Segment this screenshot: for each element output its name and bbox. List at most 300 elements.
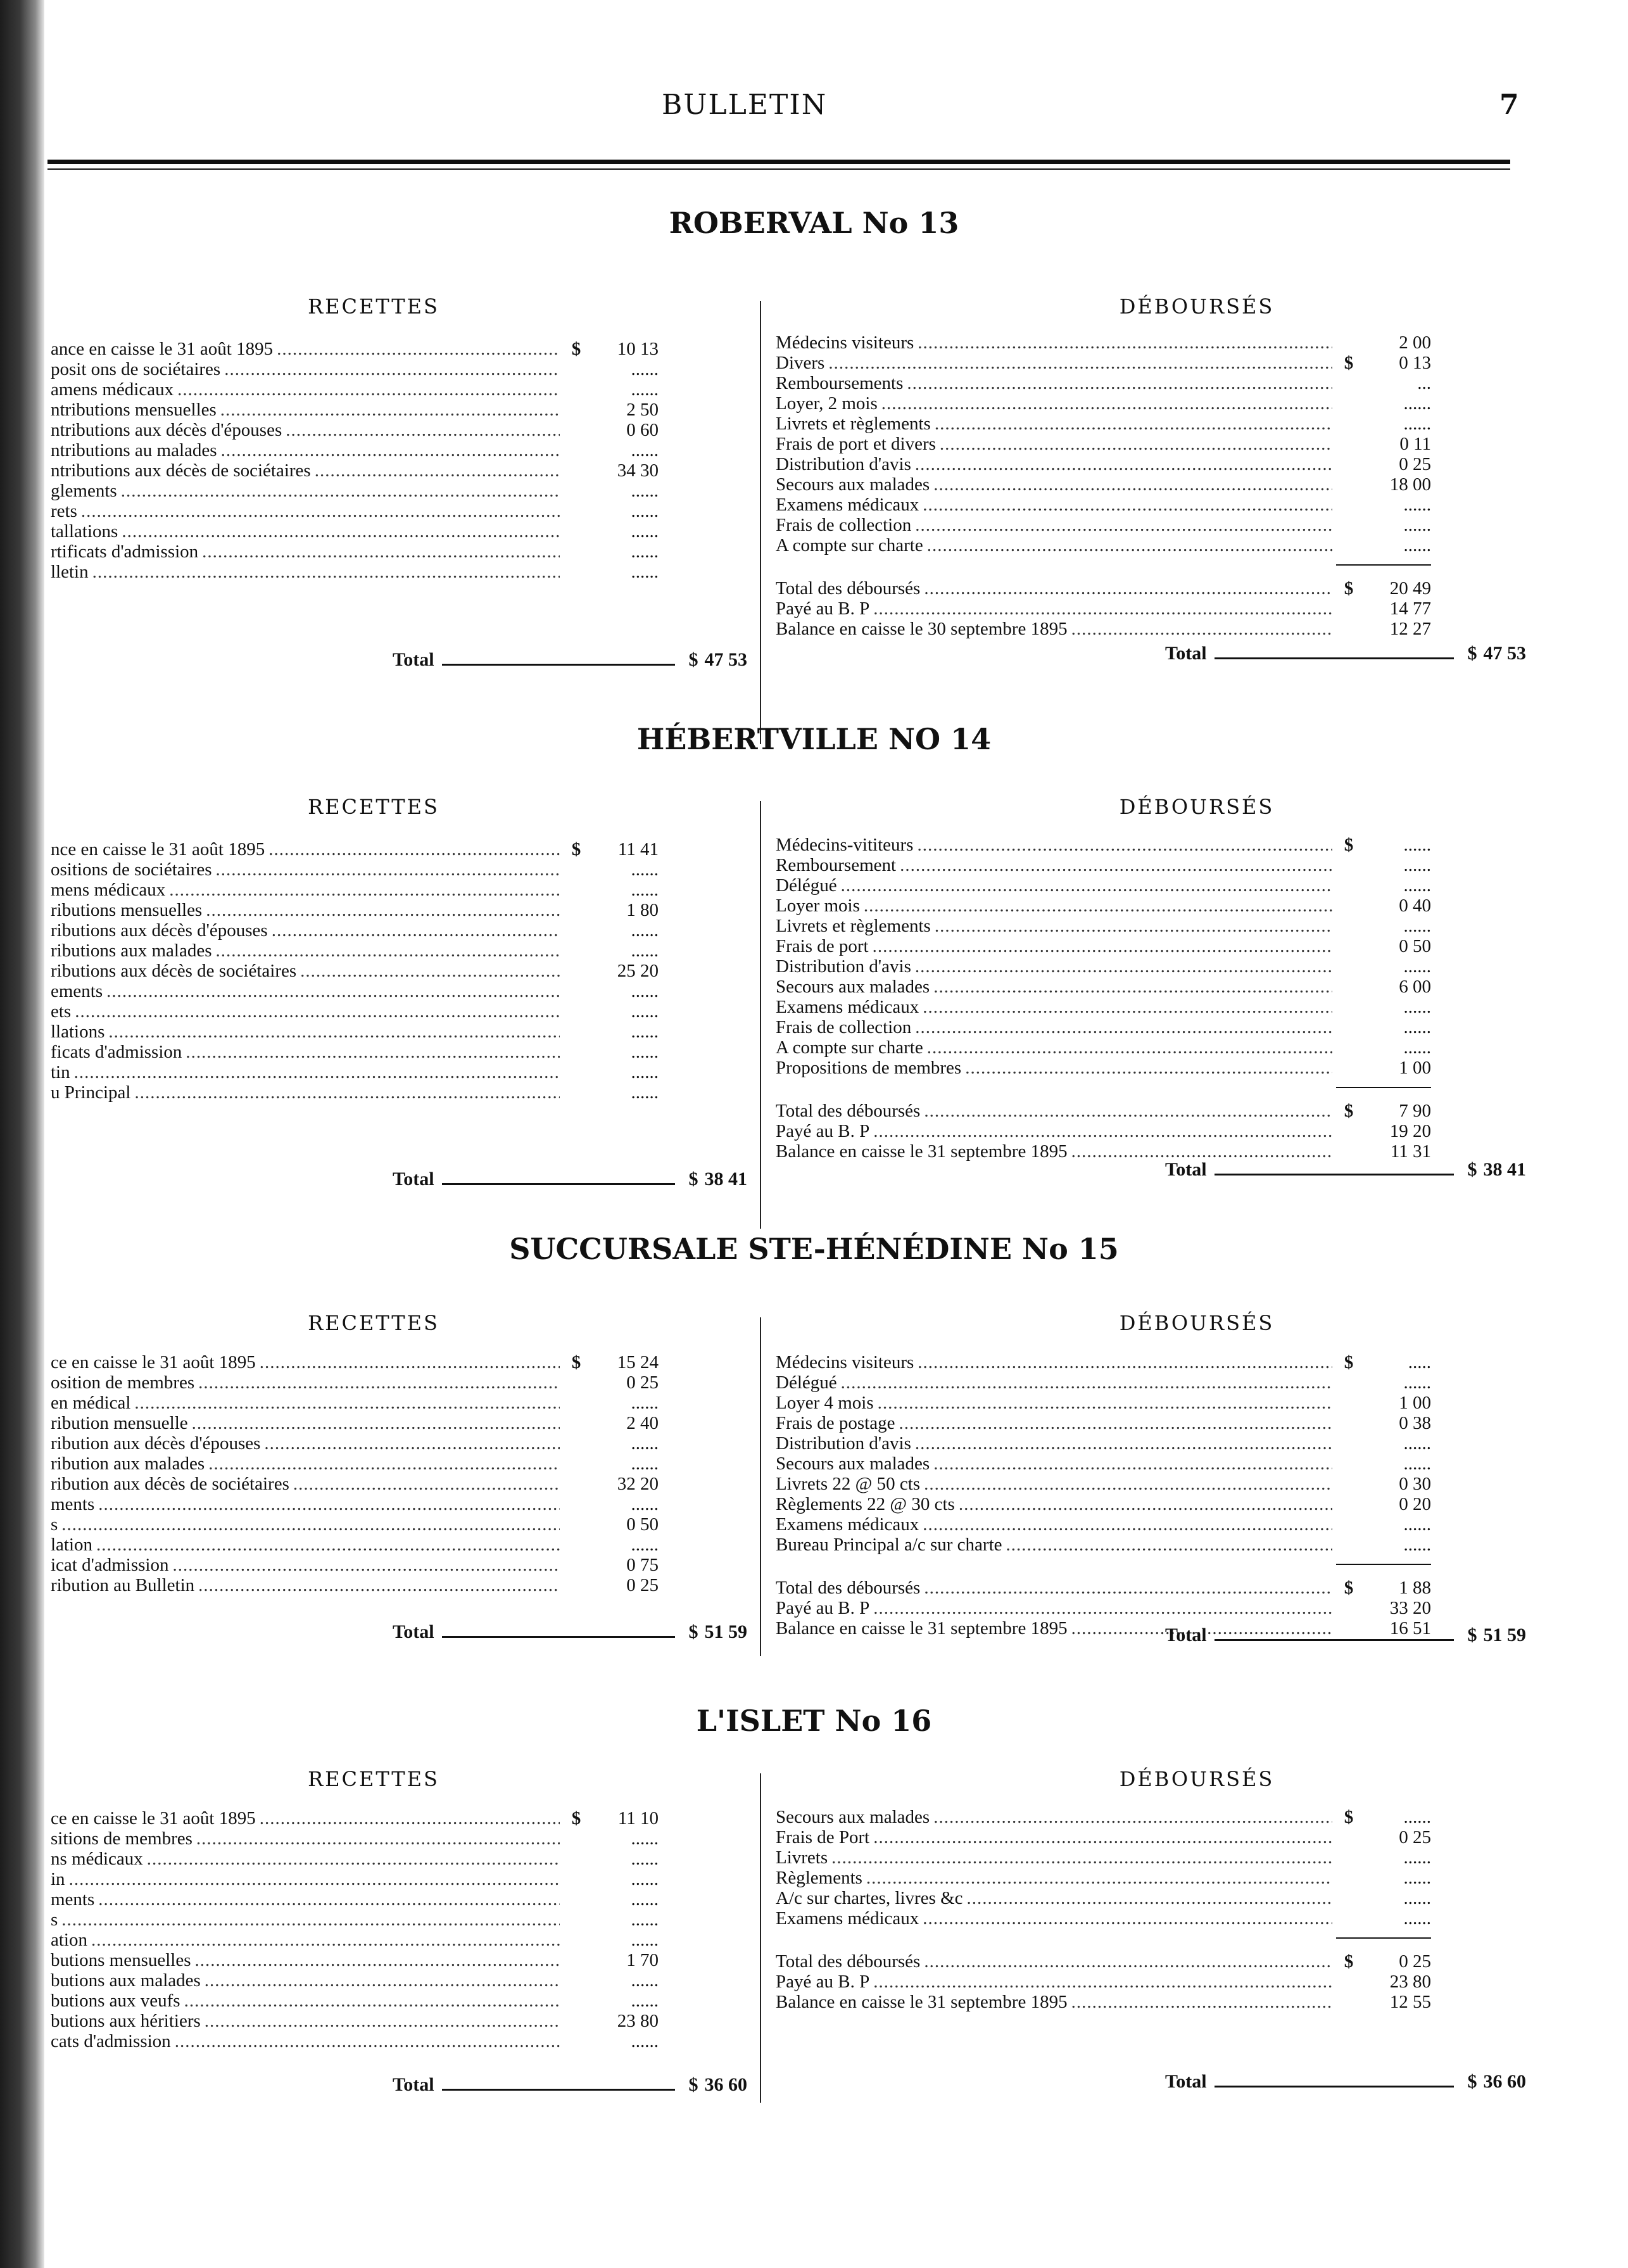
dot-leader [260,1352,560,1372]
receipt-row [51,339,659,359]
row-amount: 1 00 [1399,1393,1431,1413]
row-amount: 11 41 [617,839,659,859]
row-label: ation [51,1930,87,1950]
receipt-row [51,1970,659,1991]
receipt-row [51,440,659,460]
receipt-row [51,1393,659,1413]
row-label: Règlements 22 @ 30 cts [776,1494,955,1514]
disbursement-row [776,495,1431,515]
dot-leader [965,1058,1332,1078]
currency-sign: $ [688,649,698,670]
row-label: Balance en caisse le 30 septembre 1895 [776,619,1068,639]
row-amount: ...... [631,379,659,400]
column-divider [760,801,761,1229]
disbursement-row [776,333,1431,353]
receipts-total [393,1621,747,1643]
receipt-row [51,880,659,900]
row-amount: ..... [1408,1352,1431,1372]
disbursement-row [776,1474,1431,1494]
row-label: u Principal [51,1082,131,1103]
disbursements-list [776,1807,1431,1929]
row-label: Règlements [776,1868,862,1888]
row-label: Examens médicaux [776,1908,919,1929]
receipt-row [51,1042,659,1062]
disbursements-summary [776,578,1431,639]
row-amount: ...... [631,1433,659,1454]
row-amount: ...... [631,1082,659,1103]
row-amount: ...... [1403,875,1431,896]
row-label: lation [51,1535,93,1555]
row-label: Loyer 4 mois [776,1393,874,1413]
dot-leader [923,1514,1332,1535]
row-amount: 18 00 [1389,474,1431,495]
row-label: Payé au B. P [776,599,870,619]
row-label: cats d'admission [51,2031,171,2051]
receipt-row [51,501,659,521]
summary-row [776,1598,1431,1618]
dot-leader [933,474,1332,495]
total-rule [1215,1628,1454,1641]
dot-leader [208,1454,560,1474]
row-label: Secours aux malades [776,1807,930,1827]
disbursements-total [1165,1625,1526,1646]
receipt-row [51,1372,659,1393]
row-amount: ...... [1403,1847,1431,1868]
dot-leader [899,1413,1332,1433]
disbursement-row [776,454,1431,474]
summary-row [776,1951,1431,1972]
receipt-row [51,1910,659,1930]
row-label: butions aux héritiers [51,2011,201,2031]
row-label: ntributions au malades [51,440,217,460]
ledger-section [0,1232,1628,1777]
dot-leader [108,1022,560,1042]
summary-row [776,1578,1431,1598]
row-label: llations [51,1022,105,1042]
dot-leader [177,379,560,400]
section-title: SUCCURSALE STE-HÉNÉDINE No 15 [509,1232,1119,1266]
disbursement-row [776,835,1431,855]
row-amount: 12 27 [1389,619,1431,639]
row-label: nce en caisse le 31 août 1895 [51,839,265,859]
row-label: Frais de Port [776,1827,870,1847]
receipt-row [51,859,659,880]
dot-leader [923,997,1332,1017]
summary-row [776,1121,1431,1141]
receipt-row [51,941,659,961]
row-amount: 0 38 [1399,1413,1431,1433]
row-amount: 2 50 [626,400,659,420]
row-label: ributions aux décès de sociétaires [51,961,297,981]
disbursements-list [776,333,1431,555]
receipt-row [51,1454,659,1474]
receipt-row [51,1433,659,1454]
total-amount: 47 53 [704,649,747,670]
row-label: Frais de port [776,936,869,956]
total-rule [442,1625,675,1638]
disbursement-row [776,1868,1431,1888]
subtotal-rule [1336,1937,1431,1939]
dot-leader [841,875,1332,896]
receipt-row [51,1413,659,1433]
dot-leader [198,1372,560,1393]
receipt-row [51,1808,659,1828]
row-label: ements [51,981,103,1001]
dot-leader [924,1951,1332,1972]
row-label: Frais de postage [776,1413,895,1433]
receipt-row [51,1082,659,1103]
dot-leader [915,1017,1332,1037]
currency-sign: $ [571,339,581,359]
currency-sign: $ [1344,1807,1354,1827]
row-amount: 19 20 [1389,1121,1431,1141]
row-amount: 10 13 [617,339,659,359]
dot-leader [121,481,560,501]
disbursements-total [1165,643,1526,664]
currency-sign: $ [1467,2071,1477,2092]
row-label: ce en caisse le 31 août 1895 [51,1352,256,1372]
row-amount: ...... [631,501,659,521]
row-label: Frais de port et divers [776,434,936,454]
receipt-row [51,1869,659,1889]
row-amount: ...... [631,941,659,961]
dot-leader [873,1827,1332,1847]
receipts-heading: RECETTES [308,1311,439,1335]
dot-leader [134,1393,560,1413]
receipt-row [51,460,659,481]
row-amount: ...... [631,542,659,562]
disbursement-row [776,997,1431,1017]
summary-row [776,1992,1431,2012]
dot-leader [91,1930,560,1950]
row-label: Examens médicaux [776,495,919,515]
disbursement-row [776,936,1431,956]
row-amount: 0 11 [1399,434,1431,454]
row-amount: ...... [631,1393,659,1413]
row-label: A compte sur charte [776,1037,923,1058]
row-label: Loyer, 2 mois [776,393,878,414]
row-label: Payé au B. P [776,1972,870,1992]
disbursement-row [776,373,1431,393]
total-amount: 47 53 [1483,643,1526,664]
row-amount: 1 00 [1399,1058,1431,1078]
disbursement-row [776,1908,1431,1929]
receipt-row [51,379,659,400]
row-label: ribution aux décès de sociétaires [51,1474,289,1494]
receipts-list [51,1352,659,1595]
dot-leader [184,1991,560,2011]
dot-leader [172,1555,560,1575]
total-rule [1215,646,1454,659]
row-label: Total des déboursés [776,578,921,599]
dot-leader [69,1869,560,1889]
row-label: ns médicaux [51,1849,143,1869]
row-label: Divers [776,353,825,373]
row-amount: 0 40 [1399,896,1431,916]
disbursement-row [776,353,1431,373]
row-amount: ...... [1403,1433,1431,1454]
receipt-row [51,900,659,920]
dot-leader [260,1808,560,1828]
total-label: Total [1165,1625,1207,1645]
row-amount: ... [1417,373,1431,393]
row-amount: ...... [1403,1535,1431,1555]
row-amount: ...... [631,1001,659,1022]
row-label: ribution aux malades [51,1454,205,1474]
dot-leader [864,896,1332,916]
row-label: A/c sur chartes, livres &c [776,1888,963,1908]
dot-leader [315,460,560,481]
dot-leader [924,1578,1332,1598]
dot-leader [841,1372,1332,1393]
row-amount: 0 25 [1399,1827,1431,1847]
dot-leader [915,956,1332,977]
row-amount: 11 31 [1390,1141,1431,1162]
row-amount: ...... [631,1022,659,1042]
receipts-list [51,339,659,582]
row-label: ce en caisse le 31 août 1895 [51,1808,256,1828]
disbursement-row [776,1847,1431,1868]
row-amount: 0 50 [626,1514,659,1535]
row-amount: 2 40 [626,1413,659,1433]
dot-leader [873,1121,1332,1141]
row-amount: 0 50 [1399,936,1431,956]
dot-leader [915,454,1332,474]
disbursement-row [776,956,1431,977]
row-label: ositions de sociétaires [51,859,212,880]
total-label: Total [393,649,434,670]
row-amount: ...... [631,880,659,900]
row-label: s [51,1910,58,1930]
receipts-heading: RECETTES [308,795,439,819]
disbursement-row [776,515,1431,535]
row-label: glements [51,481,117,501]
row-label: Frais de collection [776,515,912,535]
row-label: ributions aux décès d'épouses [51,920,268,941]
row-label: ributions aux malades [51,941,212,961]
row-label: Secours aux malades [776,977,930,997]
row-amount: ...... [1403,1017,1431,1037]
row-label: Balance en caisse le 31 septembre 1895 [776,1618,1068,1638]
disbursements-heading: DÉBOURSÉS [1119,795,1275,819]
dot-leader [927,1037,1332,1058]
total-amount: 36 60 [1483,2071,1526,2092]
row-label: Livrets 22 @ 50 cts [776,1474,921,1494]
dot-leader [61,1910,560,1930]
row-amount: ...... [631,1454,659,1474]
dot-leader [92,562,560,582]
section-title: HÉBERTVILLE NO 14 [636,722,992,756]
dot-leader [907,373,1332,393]
section-title: L'ISLET No 16 [696,1704,932,1738]
row-label: ribution au Bulletin [51,1575,195,1595]
total-amount: 36 60 [704,2074,747,2095]
row-amount: 15 24 [617,1352,659,1372]
disbursement-row [776,474,1431,495]
dot-leader [923,495,1332,515]
dot-leader [873,1598,1332,1618]
row-label: Médecins visiteurs [776,333,914,353]
row-amount: ...... [1403,1454,1431,1474]
row-label: Remboursement [776,855,897,875]
dot-leader [1006,1535,1332,1555]
receipts-heading: RECETTES [308,1767,439,1791]
row-amount: 23 80 [617,2011,659,2031]
currency-sign: $ [571,1352,581,1372]
row-label: Secours aux malades [776,474,930,495]
row-amount: ...... [631,859,659,880]
currency-sign: $ [1344,578,1354,599]
row-amount: ...... [631,1889,659,1910]
receipt-row [51,420,659,440]
total-amount: 38 41 [1483,1159,1526,1180]
page-number: 7 [1499,89,1519,121]
receipt-row [51,400,659,420]
disbursement-row [776,1535,1431,1555]
dot-leader [927,535,1332,555]
row-label: posit ons de sociétaires [51,359,221,379]
row-label: ntributions aux décès d'épouses [51,420,282,440]
disbursements-list [776,1352,1431,1555]
disbursement-row [776,1372,1431,1393]
disbursement-row [776,1433,1431,1454]
receipts-list [51,1808,659,2051]
disbursements-summary [776,1101,1431,1162]
currency-sign: $ [1344,1352,1354,1372]
total-amount: 51 59 [704,1621,747,1642]
dot-leader [866,1868,1332,1888]
dot-leader [873,1972,1332,1992]
row-amount: 34 30 [617,460,659,481]
row-amount: 14 77 [1389,599,1431,619]
receipt-row [51,1930,659,1950]
dot-leader [286,420,560,440]
receipt-row [51,521,659,542]
receipts-heading: RECETTES [308,295,439,319]
row-label: Total des déboursés [776,1101,921,1121]
row-label: Total des déboursés [776,1951,921,1972]
row-label: mens médicaux [51,880,166,900]
row-amount: 32 20 [617,1474,659,1494]
receipt-row [51,359,659,379]
disbursement-row [776,855,1431,875]
total-label: Total [393,1169,434,1189]
row-amount: 0 25 [1399,1951,1431,1972]
dot-leader [924,1474,1332,1494]
row-amount: ...... [631,1828,659,1849]
disbursement-row [776,1017,1431,1037]
dot-leader [264,1433,560,1454]
dot-leader [106,981,560,1001]
disbursement-row [776,1413,1431,1433]
dot-leader [196,1828,560,1849]
receipts-list [51,839,659,1103]
dot-leader [878,1393,1332,1413]
dot-leader [831,1847,1332,1868]
total-label: Total [393,1621,434,1642]
row-amount: 12 55 [1389,1992,1431,2012]
disbursements-total [1165,2071,1526,2093]
receipt-row [51,1474,659,1494]
receipt-row [51,920,659,941]
row-label: ance en caisse le 31 août 1895 [51,339,274,359]
row-label: Payé au B. P [776,1121,870,1141]
row-amount: ...... [631,521,659,542]
row-label: rtificats d'admission [51,542,199,562]
dot-leader [300,961,560,981]
row-label: amens médicaux [51,379,174,400]
summary-row [776,1972,1431,1992]
row-amount: ...... [1403,1868,1431,1888]
row-label: Remboursements [776,373,904,393]
row-amount: 6 00 [1399,977,1431,997]
row-amount: ...... [1403,515,1431,535]
row-amount: 1 80 [626,900,659,920]
row-label: Frais de collection [776,1017,912,1037]
row-amount: 0 75 [626,1555,659,1575]
receipt-row [51,1991,659,2011]
dot-leader [933,1807,1332,1827]
row-amount: ...... [1403,956,1431,977]
header-rule-thick [47,160,1510,164]
row-label: ributions mensuelles [51,900,203,920]
dot-leader [293,1474,560,1494]
row-label: Balance en caisse le 31 septembre 1895 [776,1141,1068,1162]
dot-leader [959,1494,1332,1514]
dot-leader [98,1889,560,1910]
row-label: icat d'admission [51,1555,169,1575]
receipt-row [51,562,659,582]
row-amount: 0 30 [1399,1474,1431,1494]
dot-leader [206,900,560,920]
dot-leader [828,353,1332,373]
receipt-row [51,1494,659,1514]
disbursement-row [776,434,1431,454]
receipt-row [51,1828,659,1849]
summary-row [776,599,1431,619]
row-amount: ...... [631,2031,659,2051]
total-rule [442,2077,675,2091]
dot-leader [134,1082,560,1103]
row-amount: ...... [1403,393,1431,414]
row-amount: 33 20 [1389,1598,1431,1618]
row-amount: 0 60 [626,420,659,440]
running-header: BULLETIN [662,89,828,121]
receipt-row [51,981,659,1001]
row-label: Délégué [776,1372,837,1393]
currency-sign: $ [688,1621,698,1642]
row-label: Total des déboursés [776,1578,921,1598]
receipt-row [51,2031,659,2051]
row-amount: 0 13 [1399,353,1431,373]
row-label: ntributions mensuelles [51,400,217,420]
row-label: Livrets et règlements [776,916,931,936]
row-label: tin [51,1062,70,1082]
disbursement-row [776,1393,1431,1413]
dot-leader [220,400,560,420]
dot-leader [918,1352,1332,1372]
disbursement-row [776,393,1431,414]
column-divider [760,1317,761,1656]
row-label: in [51,1869,65,1889]
row-amount: 23 80 [1389,1972,1431,1992]
dot-leader [216,859,560,880]
subtotal-rule [1336,1087,1431,1088]
dot-leader [147,1849,560,1869]
disbursement-row [776,916,1431,936]
section-title: ROBERVAL No 13 [669,206,959,240]
dot-leader [202,542,560,562]
